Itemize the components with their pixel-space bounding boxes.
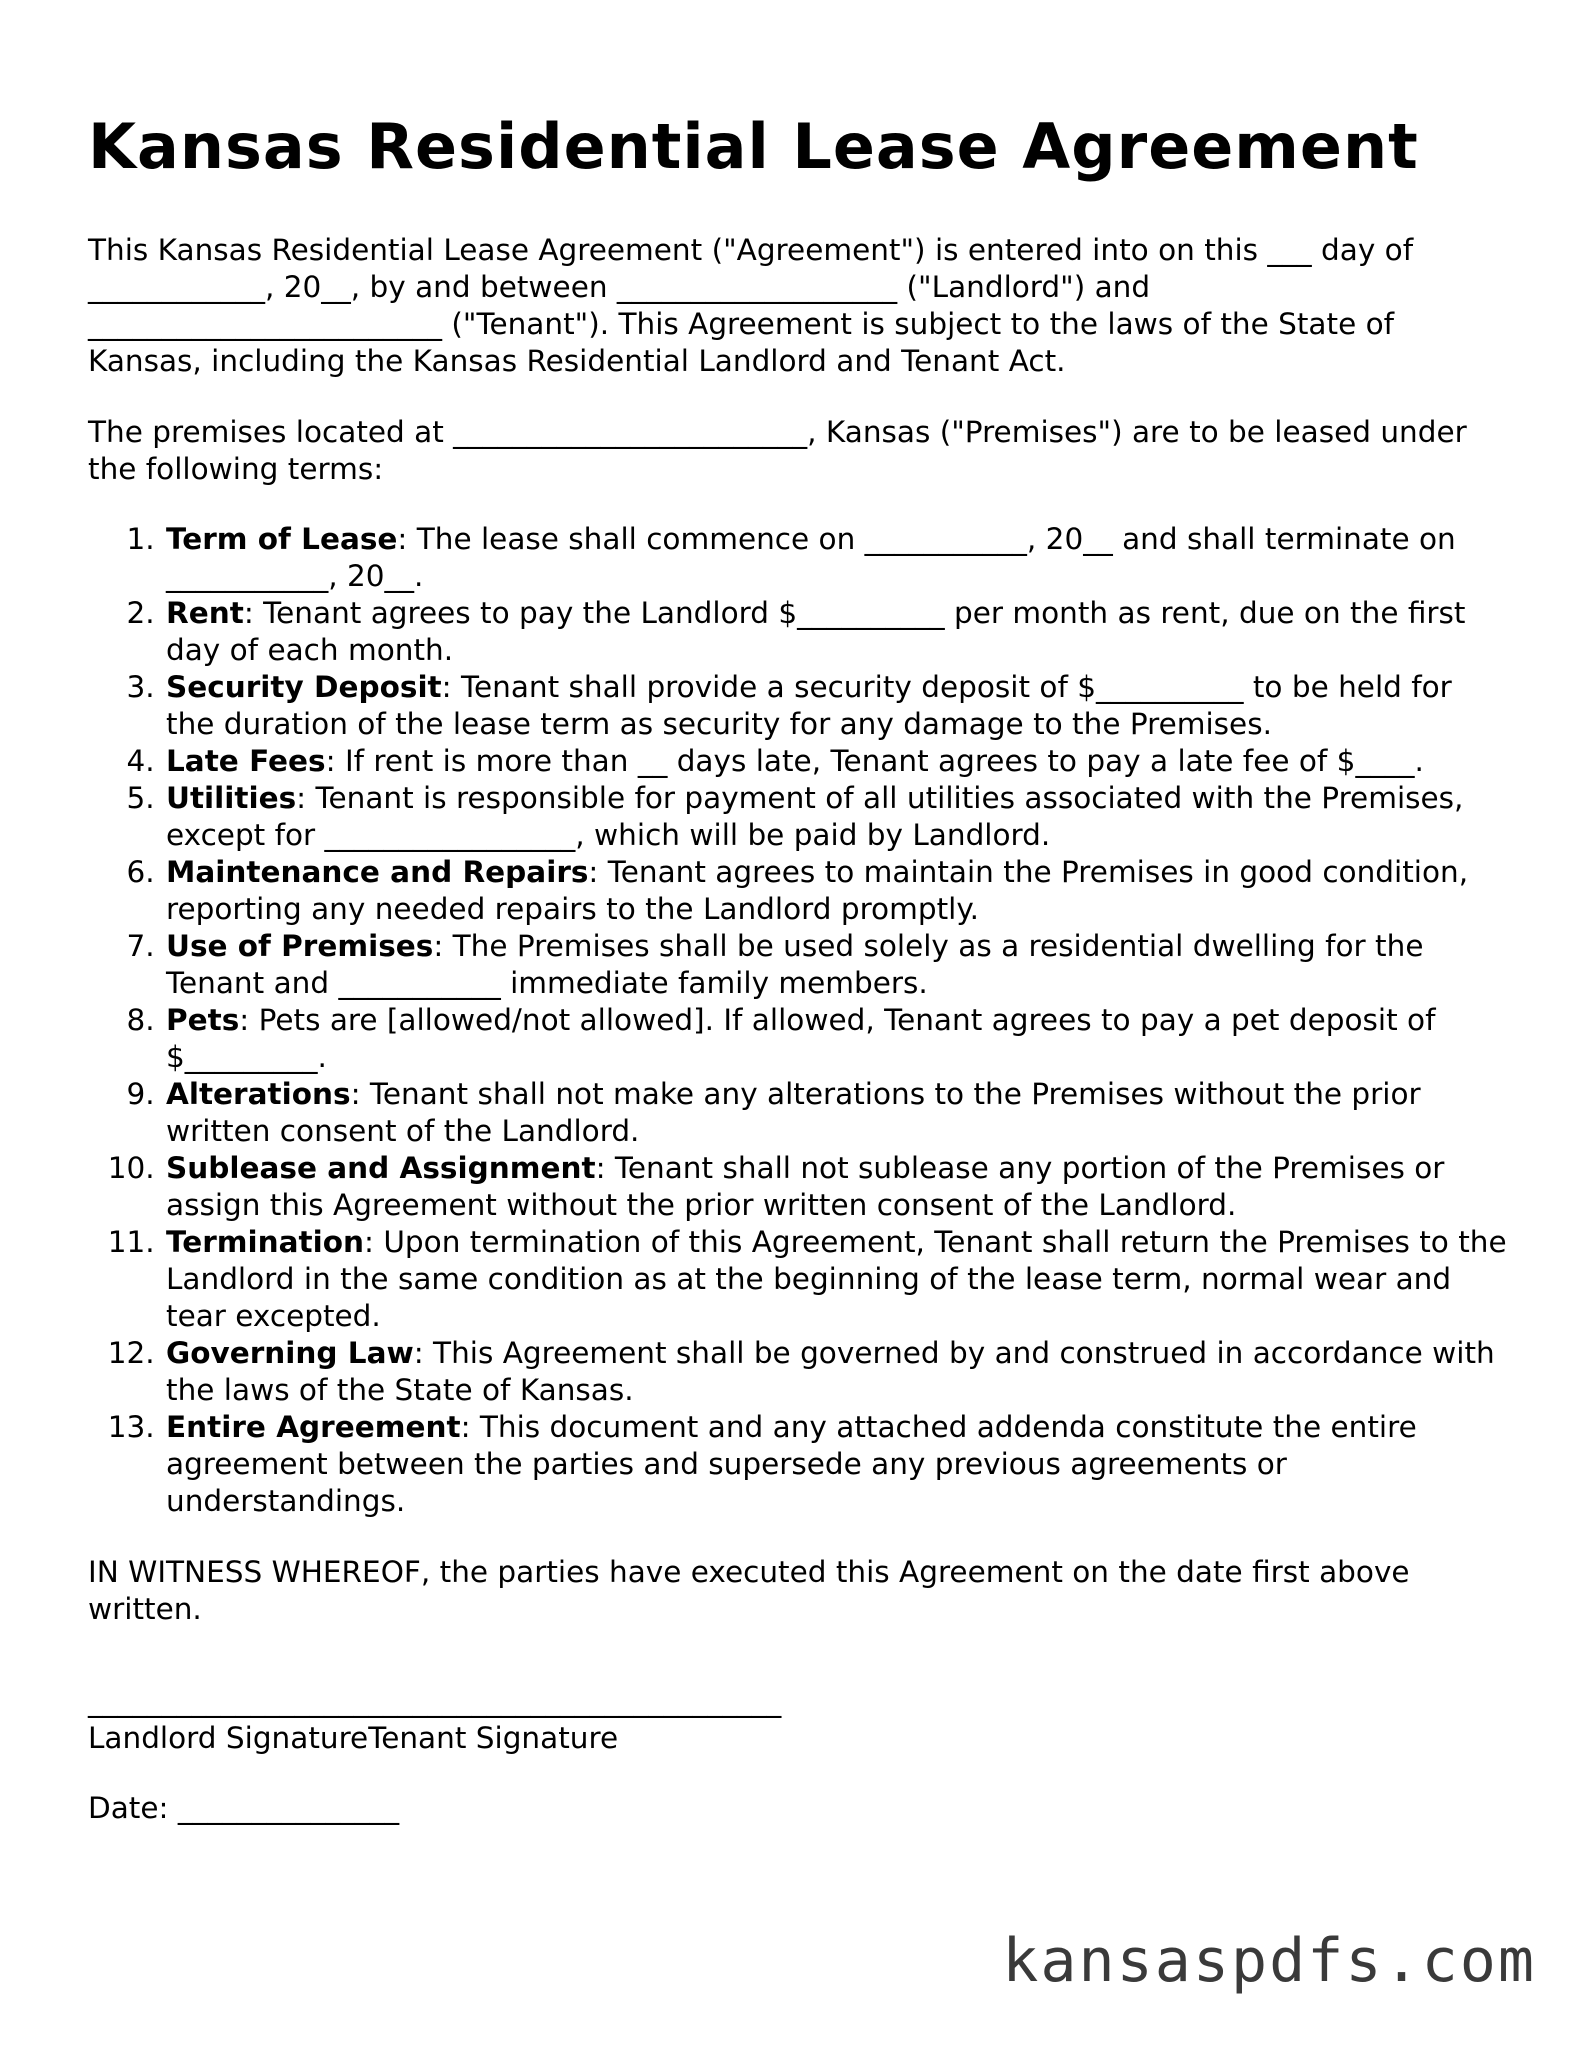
term-text: : Tenant agrees to pay the Landlord $__________ per month as rent, due on the first day of each month.: [166, 596, 1466, 667]
term-item: [164, 1409, 1508, 1520]
term-text: : Tenant agrees to maintain the Premises in good condition, reporting any needed repairs to the Landlord promptly.: [166, 855, 1469, 926]
lease-document: [88, 108, 1508, 1827]
term-heading: Term of Lease: [166, 522, 398, 556]
date-line: Date: _______________: [88, 1791, 400, 1825]
term-text: : Tenant shall not make any alterations to the Premises without the prior written consent of the Landlord.: [166, 1077, 1421, 1148]
term-heading: Termination: [166, 1225, 365, 1259]
intro-paragraph: This Kansas Residential Lease Agreement ("Agreement") is entered into on this ___ day of ____________, 20__, by and between ___________________ ("Landlord") and ________________________ ("Tenant"). This Agreement is subject to the laws of the State of Kansas, including the Kansas Residential Landlord and Tenant Act.: [88, 233, 1414, 378]
term-heading: Alterations: [166, 1077, 351, 1111]
term-item: [164, 928, 1508, 1002]
term-text: : The lease shall commence on ___________, 20__ and shall terminate on ___________, 20__.: [166, 522, 1456, 593]
term-item: [164, 743, 1508, 780]
term-item: [164, 1002, 1508, 1076]
term-item: [164, 1224, 1508, 1335]
term-text: : This document and any attached addenda constitute the entire agreement between the parties and supersede any previous agreements or understandings.: [166, 1410, 1417, 1518]
term-text: : Tenant shall provide a security deposit of $__________ to be held for the duration of the lease term as security for any damage to the Premises.: [166, 670, 1452, 741]
term-text: : Tenant is responsible for payment of all utilities associated with the Premises, except for _________________, which will be paid by Landlord.: [166, 781, 1464, 852]
terms-list: [88, 521, 1508, 1520]
term-item: [164, 595, 1508, 669]
witness-paragraph: IN WITNESS WHEREOF, the parties have executed this Agreement on the date first above written.: [88, 1555, 1410, 1626]
term-text: : This Agreement shall be governed by and construed in accordance with the laws of the State of Kansas.: [166, 1336, 1495, 1407]
term-text: : The Premises shall be used solely as a residential dwelling for the Tenant and ___________ immediate family members.: [166, 929, 1424, 1000]
term-item: [164, 1150, 1508, 1224]
term-heading: Utilities: [166, 781, 297, 815]
term-item: [164, 1076, 1508, 1150]
term-text: : Upon termination of this Agreement, Tenant shall return the Premises to the Landlord in the same condition as at the beginning of the lease term, normal wear and tear excepted.: [166, 1225, 1507, 1333]
term-item: [164, 854, 1508, 928]
term-heading: Late Fees: [166, 744, 326, 778]
signature-labels: Landlord SignatureTenant Signature: [88, 1721, 619, 1755]
term-item: [164, 780, 1508, 854]
term-heading: Security Deposit: [166, 670, 442, 704]
signature-line: _______________________________________________: [88, 1684, 782, 1718]
term-text: : If rent is more than __ days late, Tenant agrees to pay a late fee of $____.: [325, 744, 1424, 778]
term-heading: Pets: [166, 1003, 240, 1037]
term-heading: Sublease and Assignment: [166, 1151, 596, 1185]
watermark: kansaspdfs.com: [1002, 1926, 1536, 1996]
term-item: [164, 1335, 1508, 1409]
term-heading: Maintenance and Repairs: [166, 855, 589, 889]
term-heading: Governing Law: [166, 1336, 414, 1370]
term-heading: Rent: [166, 596, 244, 630]
term-text: : Tenant shall not sublease any portion of the Premises or assign this Agreement without the prior written consent of the Landlord.: [166, 1151, 1445, 1222]
term-item: [164, 521, 1508, 595]
term-text: : Pets are [allowed/not allowed]. If allowed, Tenant agrees to pay a pet deposit of $_________.: [166, 1003, 1436, 1074]
term-item: [164, 669, 1508, 743]
term-heading: Entire Agreement: [166, 1410, 461, 1444]
term-heading: Use of Premises: [166, 929, 434, 963]
document-title: Kansas Residential Lease Agreement: [88, 110, 1419, 183]
premises-paragraph: The premises located at ________________________, Kansas ("Premises") are to be leased under the following terms:: [88, 415, 1467, 486]
